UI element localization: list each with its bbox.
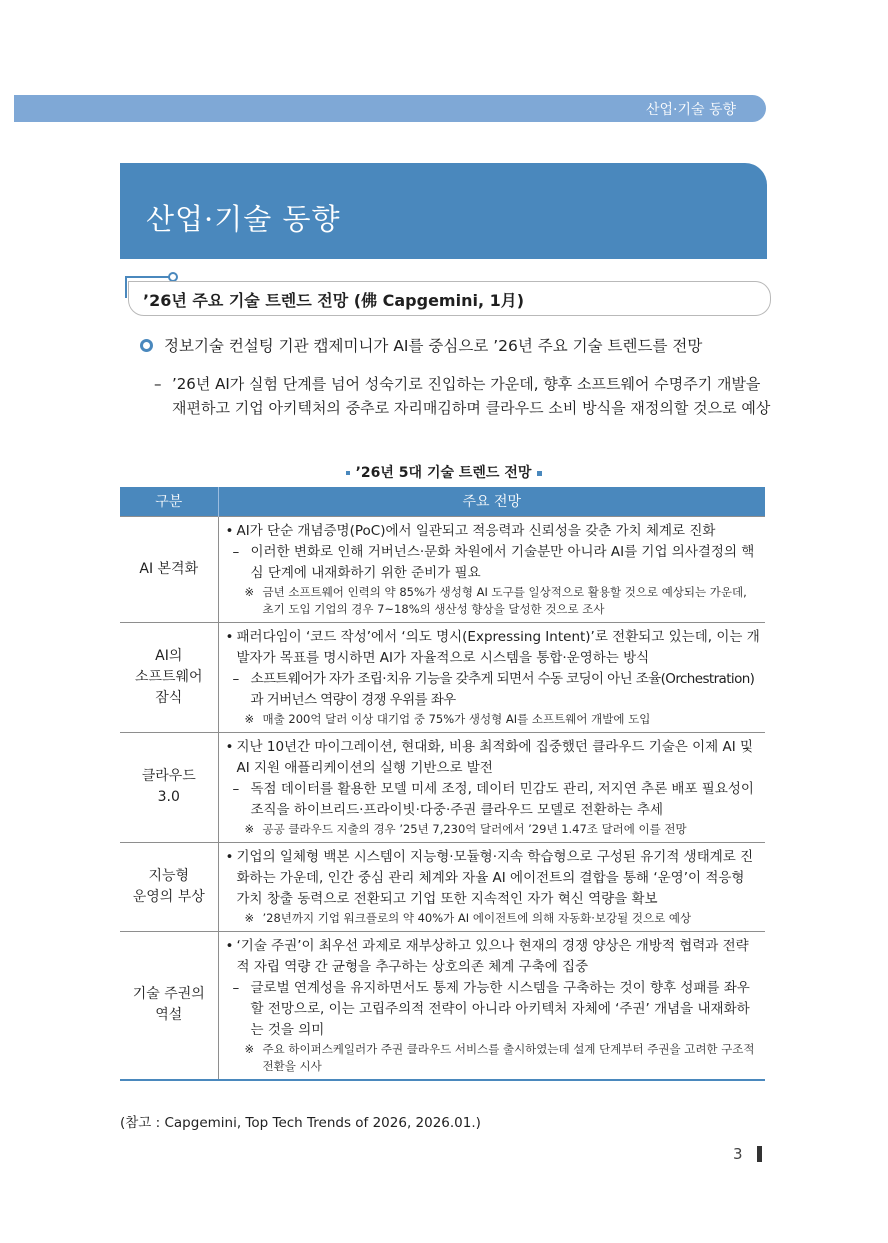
- column-header-outlook: 주요 전망: [218, 487, 765, 516]
- row-dash-item: – 이러한 변화로 인해 거버넌스·문화 차원에서 기술분만 아니라 AI를 기업 의사결정의 핵심 단계에 내재화하기 위한 준비가 필요: [225, 542, 762, 584]
- circle-bullet-icon: [140, 339, 153, 352]
- row-note: ※ ’28년까지 기업 워크플로의 약 40%가 AI 에이전트에 의해 자동화·보강될 것으로 예상: [225, 910, 762, 927]
- row-category: [120, 622, 218, 732]
- row-dash-item: – 독점 데이터를 활용한 모델 미세 조정, 데이터 민감도 관리, 저지연 추론 배포 필요성이 조직을 하이브리드·프라이빗·다중·주권 클라우드 모델로 전환하는 추세: [225, 779, 762, 821]
- table-row: [120, 516, 765, 622]
- row-bullet: • 기업의 일체형 백본 시스템이 지능형·모듈형·지속 학습형으로 구성된 유기적 생태계로 진화하는 가운데, 인간 중심 관리 체계와 자율 AI 에이전트의 결합을 통해 ‘운영’이 적응형 가치 창출 동력으로 전환되고 기업 또한 지속적인 자가 혁신 역량을 확보: [225, 847, 762, 910]
- row-category: [120, 842, 218, 931]
- reference-note: (참고 : Capgemini, Top Tech Trends of 2026, 2026.01.): [120, 1115, 481, 1131]
- row-content: [218, 842, 765, 931]
- row-category-line: 기술 주권의: [132, 986, 205, 1002]
- row-category: AI 본격화: [120, 516, 218, 622]
- row-content: [218, 931, 765, 1080]
- row-content: [218, 732, 765, 842]
- page-number-bar: [757, 1146, 762, 1162]
- table-row: [120, 931, 765, 1080]
- row-dash-item: – 글로벌 연계성을 유지하면서도 통제 가능한 시스템을 구축하는 것이 향후 성패를 좌우할 전망으로, 이는 고립주의적 전략이 아니라 아키텍처 자체에 ‘주권’ 개념을 내재화하는 것을 의미: [225, 978, 762, 1041]
- row-note: ※ 공공 클라우드 지출의 경우 ’25년 7,230억 달러에서 ’29년 1.47조 달러에 이를 전망: [225, 821, 762, 838]
- row-category: [120, 931, 218, 1080]
- table-caption: [0, 462, 888, 482]
- table-caption-text: ’26년 5대 기술 트렌드 전망: [355, 465, 532, 481]
- page-number: 3: [733, 1145, 743, 1163]
- section-heading-box: [128, 281, 771, 316]
- heading-decoration-stem: [125, 276, 127, 298]
- section-header-band: [14, 95, 766, 122]
- row-bullet: • 패러다임이 ‘코드 작성’에서 ‘의도 명시(Expressing Intent)’로 전환되고 있는데, 이는 개발자가 목표를 명시하면 AI가 자율적으로 시스템을 통합·운영하는 방식: [225, 627, 762, 669]
- section-tag: 산업·기술 동향: [645, 101, 736, 118]
- table-row: [120, 732, 765, 842]
- table-row: [120, 842, 765, 931]
- summary-bullet-text: 정보기술 컨설팅 기관 캡제미니가 AI를 중심으로 ’26년 주요 기술 트렌드를 전망: [164, 337, 703, 355]
- table-row: [120, 622, 765, 732]
- heading-decoration-line: [125, 276, 173, 278]
- row-category-line: 잠식: [155, 689, 183, 706]
- row-category: [120, 732, 218, 842]
- row-bullet: • 지난 10년간 마이그레이션, 현대화, 비용 최적화에 집중했던 클라우드 기술은 이제 AI 및 AI 지원 애플리케이션의 실행 기반으로 발전: [225, 737, 762, 779]
- row-category-line: 3.0: [157, 789, 180, 805]
- trends-table: [120, 487, 765, 1081]
- row-bullet: • AI가 단순 개념증명(PoC)에서 일관되고 적응력과 신뢰성을 갖춘 가치 체계로 진화: [225, 521, 762, 542]
- summary-detail-text: ’26년 AI가 실험 단계를 넘어 성숙기로 진입하는 가운데, 향후 소프트웨어 수명주기 개발을 재편하고 기업 아키텍처의 중추로 자리매김하며 클라우드 소비 방식을 재정의할 것으로 예상: [172, 375, 771, 417]
- table-header-row: [120, 487, 765, 516]
- summary-detail: [154, 372, 774, 420]
- row-note: ※ 주요 하이퍼스케일러가 주권 클라우드 서비스를 출시하였는데 설계 단계부터 주권을 고려한 구조적 전환을 시사: [225, 1041, 762, 1075]
- row-note: ※ 매출 200억 달러 이상 대기업 중 75%가 생성형 AI를 소프트웨어 개발에 도입: [225, 711, 762, 728]
- page-title-banner: [120, 163, 767, 259]
- caption-left-mark-icon: [346, 471, 350, 475]
- row-content: [218, 516, 765, 622]
- row-dash-item: – 소프트웨어가 자가 조립·치유 기능을 갖추게 되면서 수동 코딩이 아닌 조율(Orchestration)과 거버넌스 역량이 경쟁 우위를 좌우: [225, 669, 762, 711]
- row-bullet: • ‘기술 주권’이 최우선 과제로 재부상하고 있으나 현재의 경쟁 양상은 개방적 협력과 전략적 자립 역량 간 균형을 추구하는 상호의존 체계 구축에 집중: [225, 936, 762, 978]
- page-title: 산업·기술 동향: [146, 202, 341, 236]
- row-category-line: 소프트웨어: [134, 668, 203, 685]
- summary-bullet: [140, 334, 780, 356]
- row-category-line: 운영의 부상: [132, 888, 205, 905]
- section-heading: ’26년 주요 기술 트렌드 전망 (佛 Capgemini, 1月): [143, 291, 525, 310]
- row-category-line: 클라우드: [141, 768, 196, 784]
- row-category-line: 역설: [155, 1007, 183, 1023]
- row-category-line: AI의: [155, 647, 183, 664]
- row-category-line: 지능형: [148, 867, 190, 884]
- column-header-category: 구분: [120, 487, 218, 516]
- dash-marker: –: [154, 375, 162, 393]
- caption-right-mark-icon: [537, 471, 542, 476]
- row-note: ※ 금년 소프트웨어 인력의 약 85%가 생성형 AI 도구를 일상적으로 활용할 것으로 예상되는 가운데, 초기 도입 기업의 경우 7~18%의 생산성 향상을 달성한 것으로 조사: [225, 584, 762, 618]
- row-content: [218, 622, 765, 732]
